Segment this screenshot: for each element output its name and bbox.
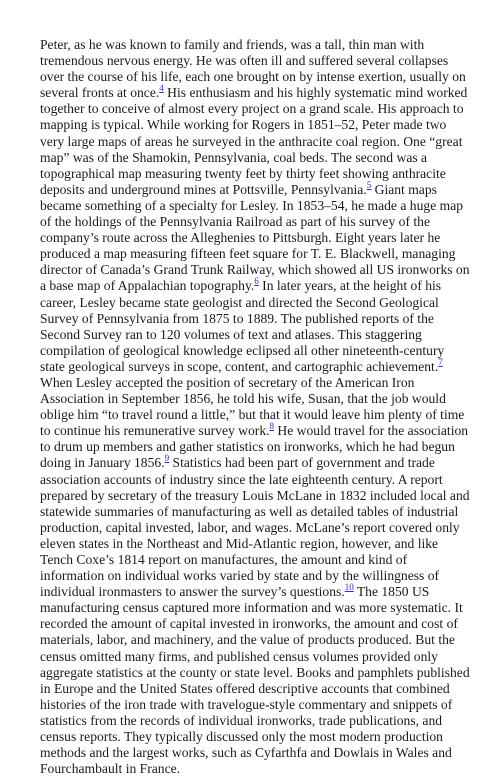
footnote-link-5[interactable]: 5 (366, 179, 372, 190)
document-body (40, 37, 472, 777)
paragraph-text: He would travel for the association to drum up members and gather statistics on ironworks, which he had begun doing in January 1856. (40, 423, 469, 471)
paragraph-text: The 1850 US manufacturing census captured more information and was more systematic. It recorded the amount of capital invested in ironworks, the amount and cost of materials, labor, and machinery, and the value of products produced. But the census omitted many firms, and published census volumes provided only aggregate statistics at the county or state level. Books and pamphlets published in Europe and the United States offered descriptive accounts that combined histories of the iron trade with travelogue-style commentary and snippets of statistics from the records of individual ironworks, trade publications, and census reports. They typically discussed only the most modern production methods and the largest works, such as Cyfarthfa and Dowlais in Wales and Fourchambault in France. (40, 584, 470, 777)
footnote-link-8[interactable]: 8 (269, 421, 275, 432)
footnote-link-9[interactable]: 9 (164, 453, 170, 464)
footnote-link-7[interactable]: 7 (438, 356, 443, 367)
paragraph-text: Statistics had been part of government and trade association accounts of industry since the late eighteenth century. A report prepared by secretary of the treasury Louis McLane in 1832 included local and statewide summaries of manufacturing as well as detailed tables of industrial production, capital invested, labor, and wages. McLane’s report covered only eleven states in the Northeast and Mid-Atlantic region, however, and like Tench Coxe’s 1814 report on manufactures, the amount and kind of information on individual works varied by state and by the willingness of individual ironmasters to answer the survey’s questions. (40, 455, 470, 600)
paragraph-text: When Lesley accepted the position of secretary of the American Iron Association in September 1856, he told his wife, Susan, that the job would oblige him “to travel round a little,” but that it would leave him plenty of time to continue his remunerative survey work. (40, 374, 465, 439)
paragraph-text: Peter, as he was known to family and friends, was a tall, thin man with tremendous nervous energy. He was often ill and suffered several collapses over the course of his life, each one brought on by intense exertion, usually on several fronts at once. (40, 37, 466, 101)
footnote-link-10[interactable]: 10 (344, 582, 354, 593)
paragraph-text: Giant maps became something of a specialty for Lesley. In 1853–54, he made a huge map of the holdings of the Pennsylvania Railroad as part of his survey of the company’s route across the Alleghenies to Pittsburgh. Eight years later he produced a map measuring fifteen feet square for T. E. Blackwell, managing director of Canada’s Grand Trunk Railway, which showed all US ironworks on a base map of Appalachian topography. (40, 181, 470, 294)
footnote-link-6[interactable]: 6 (254, 276, 259, 287)
paragraph (40, 37, 472, 375)
footnote-link-4[interactable]: 4 (159, 83, 164, 94)
paragraph-text: His enthusiasm and his highly systematic mind worked together to conceive of almost every project on a grand scale. His approach to mapping is typical. While working for Rogers in 1851–52, Peter made two very large maps of areas he surveyed in the anthracite coal region. One “great map” was of the Shamokin, Pennsylvania, coal beds. The second was a topographical map measuring twenty feet by thirty feet showing anthracite deposits and underground mines at Pottsville, Pennsylvania. (40, 85, 468, 197)
paragraph-text: In later years, at the height of his career, Lesley became state geologist and directed the Second Geological Survey of Pennsylvania from 1875 to 1889. The published reports of the Second Survey ran to 120 volumes of text and atlases. This staggering compilation of geological knowledge eclipsed all other nineteenth-century state geological surveys in scope, content, and cartographic achievement. (40, 278, 445, 374)
paragraph (40, 375, 472, 777)
